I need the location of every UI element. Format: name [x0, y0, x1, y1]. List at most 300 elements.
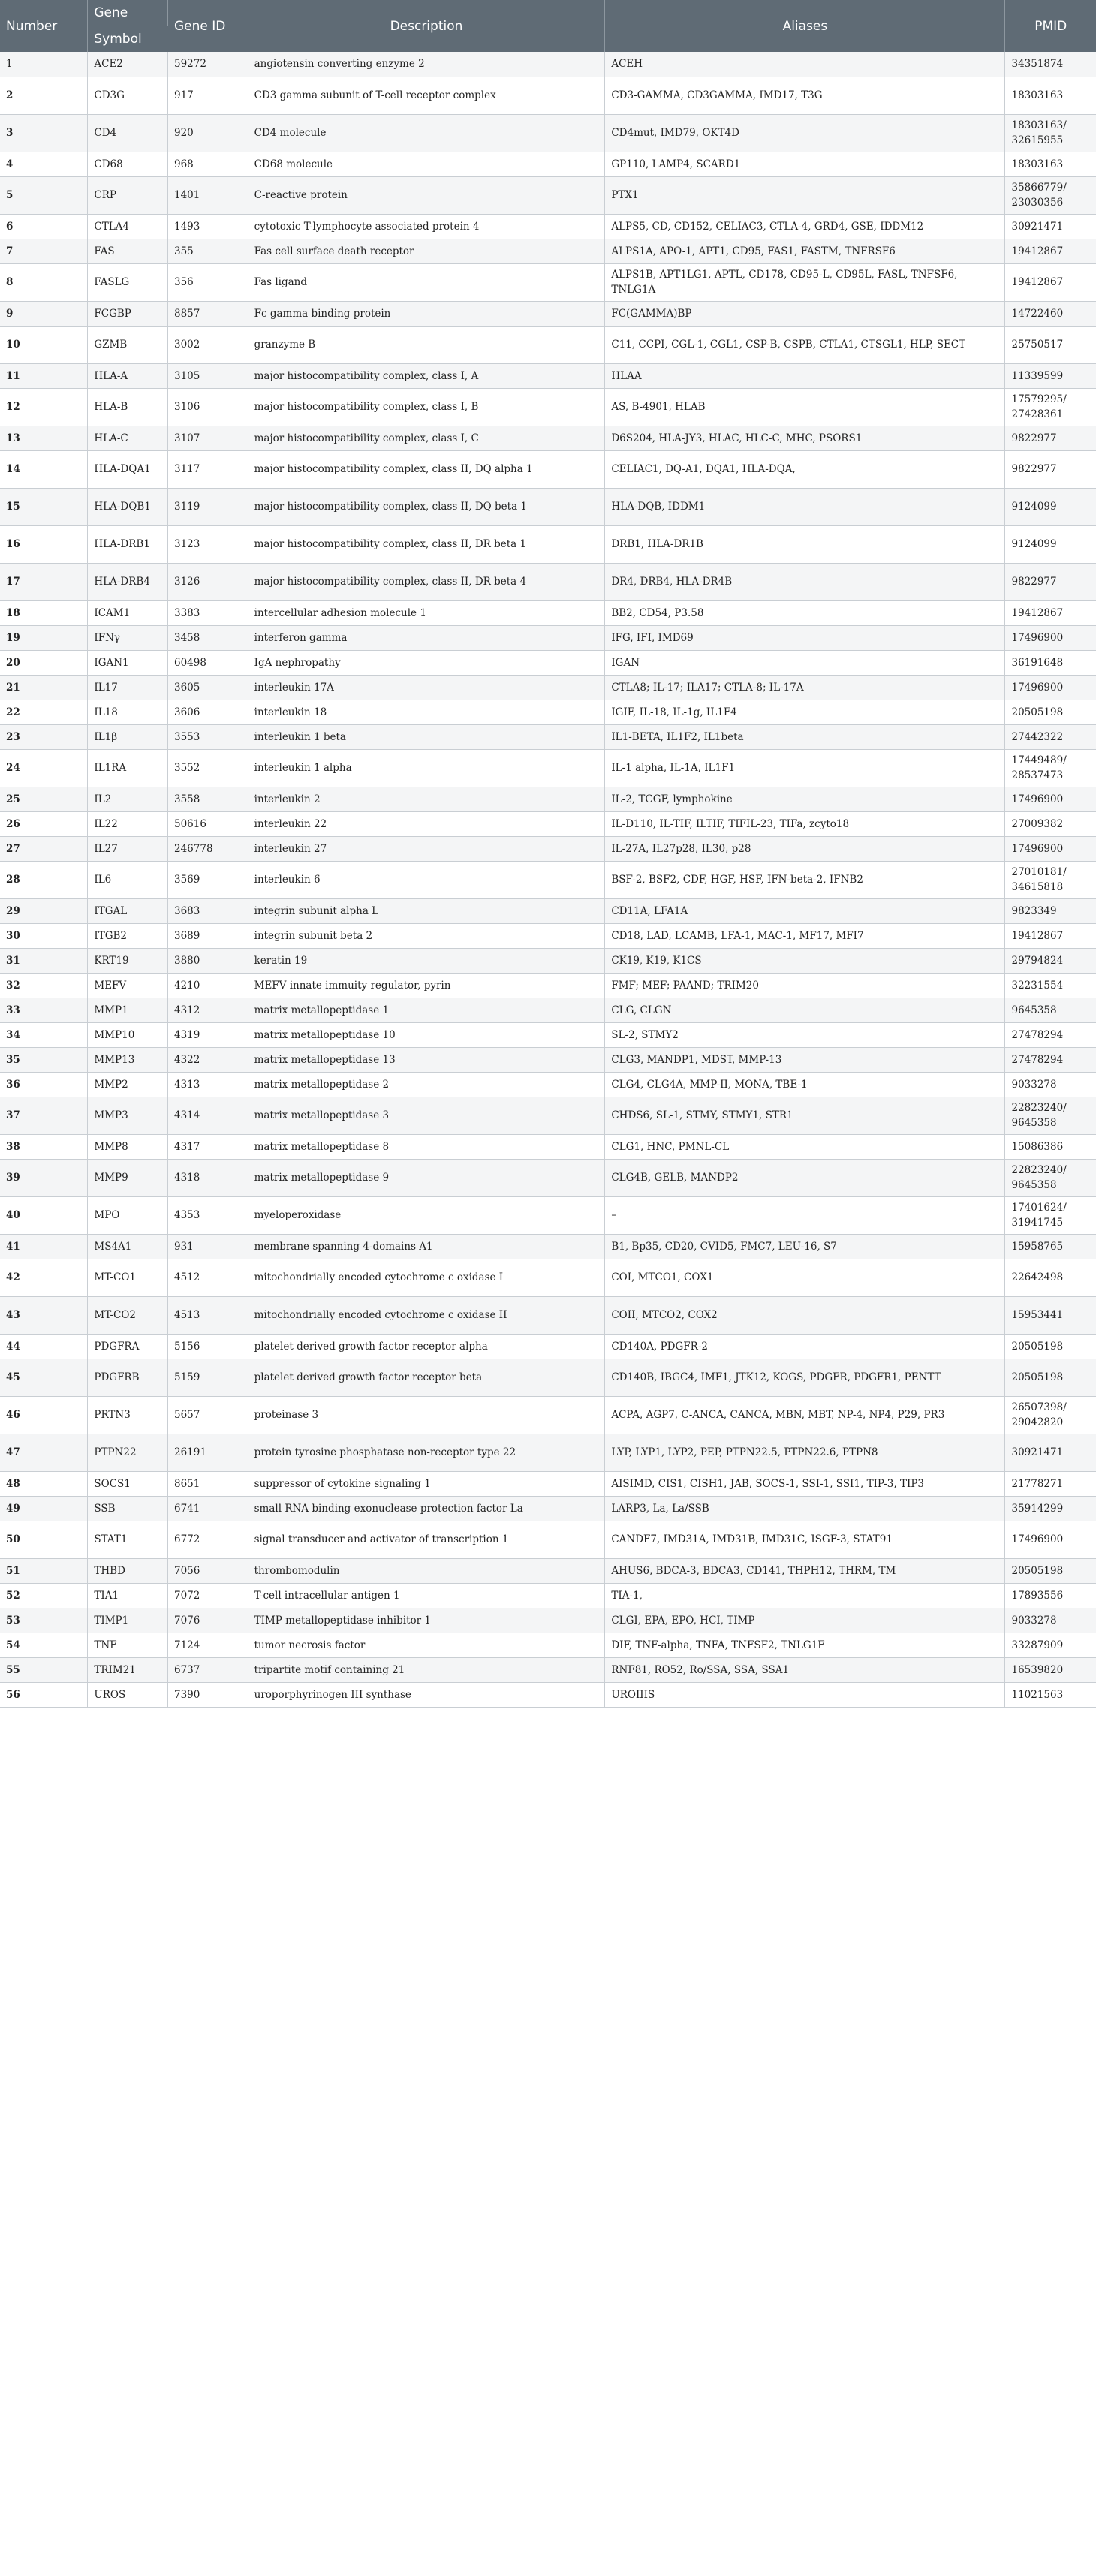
- cell-pmid: 16539820: [1005, 1657, 1096, 1682]
- cell-gene-id: 3119: [168, 488, 248, 525]
- cell-gene-id: 4210: [168, 973, 248, 998]
- cell-gene-id: 4312: [168, 998, 248, 1022]
- cell-pmid: 18303163: [1005, 77, 1096, 114]
- table-row: [0, 898, 1096, 923]
- cell-aliases: ALPS5, CD, CD152, CELIAC3, CTLA-4, GRD4, GSE, IDDM12: [605, 214, 1005, 239]
- cell-row-number: 32: [0, 973, 88, 998]
- cell-aliases: IL-1 alpha, IL-1A, IL1F1: [605, 749, 1005, 787]
- cell-gene-symbol: CD68: [88, 152, 168, 176]
- cell-gene-symbol: MMP1: [88, 998, 168, 1022]
- cell-gene-id: 3458: [168, 625, 248, 650]
- table-row: [0, 675, 1096, 700]
- table-row: [0, 1047, 1096, 1072]
- cell-pmid: 17579295/ 27428361: [1005, 388, 1096, 426]
- table-row: [0, 861, 1096, 898]
- cell-row-number: 13: [0, 426, 88, 450]
- cell-pmid: 26507398/ 29042820: [1005, 1396, 1096, 1434]
- cell-gene-id: 59272: [168, 52, 248, 77]
- cell-pmid: 15953441: [1005, 1296, 1096, 1334]
- cell-gene-id: 5657: [168, 1396, 248, 1434]
- cell-gene-symbol: MMP2: [88, 1072, 168, 1097]
- cell-gene-id: 3002: [168, 326, 248, 363]
- cell-aliases: RNF81, RO52, Ro/SSA, SSA, SSA1: [605, 1657, 1005, 1682]
- cell-aliases: FC(GAMMA)BP: [605, 301, 1005, 326]
- cell-gene-symbol: TRIM21: [88, 1657, 168, 1682]
- cell-description: platelet derived growth factor receptor beta: [248, 1359, 605, 1396]
- cell-row-number: 45: [0, 1359, 88, 1396]
- cell-pmid: 35866779/ 23030356: [1005, 176, 1096, 214]
- cell-pmid: 20505198: [1005, 1359, 1096, 1396]
- cell-aliases: CLG1, HNC, PMNL-CL: [605, 1134, 1005, 1159]
- cell-gene-symbol: IL6: [88, 861, 168, 898]
- cell-gene-symbol: IL2: [88, 787, 168, 811]
- cell-gene-symbol: TNF: [88, 1633, 168, 1657]
- cell-description: major histocompatibility complex, class II, DR beta 1: [248, 525, 605, 563]
- table-row: [0, 724, 1096, 749]
- cell-description: MEFV innate immuity regulator, pyrin: [248, 973, 605, 998]
- table-row: [0, 1633, 1096, 1657]
- cell-pmid: 27442322: [1005, 724, 1096, 749]
- cell-gene-symbol: MT-CO2: [88, 1296, 168, 1334]
- cell-aliases: FMF; MEF; PAAND; TRIM20: [605, 973, 1005, 998]
- table-row: [0, 948, 1096, 973]
- cell-gene-id: 356: [168, 263, 248, 301]
- cell-description: myeloperoxidase: [248, 1196, 605, 1234]
- cell-gene-symbol: SOCS1: [88, 1471, 168, 1496]
- cell-description: cytotoxic T-lymphocyte associated protein 4: [248, 214, 605, 239]
- cell-row-number: 52: [0, 1583, 88, 1608]
- cell-aliases: CLG4, CLG4A, MMP-II, MONA, TBE-1: [605, 1072, 1005, 1097]
- cell-description: interleukin 27: [248, 836, 605, 861]
- cell-gene-symbol: CTLA4: [88, 214, 168, 239]
- cell-gene-id: 4512: [168, 1259, 248, 1296]
- cell-gene-symbol: CD3G: [88, 77, 168, 114]
- cell-description: matrix metallopeptidase 10: [248, 1022, 605, 1047]
- table-row: [0, 114, 1096, 152]
- cell-row-number: 44: [0, 1334, 88, 1359]
- cell-pmid: 18303163/ 32615955: [1005, 114, 1096, 152]
- cell-description: major histocompatibility complex, class II, DR beta 4: [248, 563, 605, 600]
- table-row: [0, 1657, 1096, 1682]
- cell-aliases: IL-27A, IL27p28, IL30, p28: [605, 836, 1005, 861]
- cell-gene-symbol: IL22: [88, 811, 168, 836]
- cell-row-number: 10: [0, 326, 88, 363]
- cell-pmid: 20505198: [1005, 1558, 1096, 1583]
- table-header: [0, 0, 1096, 52]
- cell-aliases: GP110, LAMP4, SCARD1: [605, 152, 1005, 176]
- cell-aliases: CLGI, EPA, EPO, HCI, TIMP: [605, 1608, 1005, 1633]
- cell-gene-id: 5156: [168, 1334, 248, 1359]
- cell-gene-id: 7124: [168, 1633, 248, 1657]
- cell-description: intercellular adhesion molecule 1: [248, 600, 605, 625]
- cell-gene-id: 3123: [168, 525, 248, 563]
- cell-row-number: 48: [0, 1471, 88, 1496]
- table-row: [0, 1558, 1096, 1583]
- cell-row-number: 14: [0, 450, 88, 488]
- cell-pmid: 27010181/ 34615818: [1005, 861, 1096, 898]
- cell-gene-id: 3605: [168, 675, 248, 700]
- cell-row-number: 36: [0, 1072, 88, 1097]
- cell-pmid: 9823349: [1005, 898, 1096, 923]
- cell-gene-id: 4318: [168, 1159, 248, 1196]
- table-row: [0, 1196, 1096, 1234]
- cell-gene-id: 8857: [168, 301, 248, 326]
- cell-aliases: AHUS6, BDCA-3, BDCA3, CD141, THPH12, THRM, TM: [605, 1558, 1005, 1583]
- cell-aliases: HLA-DQB, IDDM1: [605, 488, 1005, 525]
- table-row: [0, 1434, 1096, 1471]
- cell-row-number: 51: [0, 1558, 88, 1583]
- cell-pmid: 14722460: [1005, 301, 1096, 326]
- cell-gene-symbol: HLA-A: [88, 363, 168, 388]
- cell-row-number: 47: [0, 1434, 88, 1471]
- cell-gene-id: 5159: [168, 1359, 248, 1396]
- cell-gene-symbol: FAS: [88, 239, 168, 263]
- cell-gene-symbol: MEFV: [88, 973, 168, 998]
- cell-description: matrix metallopeptidase 13: [248, 1047, 605, 1072]
- cell-gene-id: 4353: [168, 1196, 248, 1234]
- table-row: [0, 152, 1096, 176]
- cell-gene-symbol: GZMB: [88, 326, 168, 363]
- cell-row-number: 31: [0, 948, 88, 973]
- cell-pmid: 20505198: [1005, 700, 1096, 724]
- cell-gene-symbol: PRTN3: [88, 1396, 168, 1434]
- cell-row-number: 18: [0, 600, 88, 625]
- cell-aliases: CANDF7, IMD31A, IMD31B, IMD31C, ISGF-3, STAT91: [605, 1521, 1005, 1558]
- cell-pmid: 11021563: [1005, 1682, 1096, 1707]
- cell-row-number: 38: [0, 1134, 88, 1159]
- cell-description: Fas cell surface death receptor: [248, 239, 605, 263]
- cell-row-number: 23: [0, 724, 88, 749]
- cell-gene-symbol: PDGFRA: [88, 1334, 168, 1359]
- cell-pmid: 17496900: [1005, 675, 1096, 700]
- cell-gene-id: 7390: [168, 1682, 248, 1707]
- cell-description: matrix metallopeptidase 3: [248, 1097, 605, 1134]
- cell-pmid: 9822977: [1005, 426, 1096, 450]
- cell-aliases: LYP, LYP1, LYP2, PEP, PTPN22.5, PTPN22.6, PTPN8: [605, 1434, 1005, 1471]
- cell-gene-symbol: CRP: [88, 176, 168, 214]
- cell-aliases: CK19, K19, K1CS: [605, 948, 1005, 973]
- cell-aliases: HLAA: [605, 363, 1005, 388]
- cell-gene-id: 3552: [168, 749, 248, 787]
- cell-aliases: DIF, TNF-alpha, TNFA, TNFSF2, TNLG1F: [605, 1633, 1005, 1657]
- cell-gene-id: 3105: [168, 363, 248, 388]
- cell-description: interferon gamma: [248, 625, 605, 650]
- cell-gene-id: 4319: [168, 1022, 248, 1047]
- table-row: [0, 650, 1096, 675]
- cell-description: major histocompatibility complex, class II, DQ alpha 1: [248, 450, 605, 488]
- cell-gene-symbol: THBD: [88, 1558, 168, 1583]
- cell-gene-id: 60498: [168, 650, 248, 675]
- cell-row-number: 37: [0, 1097, 88, 1134]
- cell-aliases: ACEH: [605, 52, 1005, 77]
- table-row: [0, 811, 1096, 836]
- table-row: [0, 973, 1096, 998]
- cell-gene-symbol: ACE2: [88, 52, 168, 77]
- cell-pmid: 9124099: [1005, 525, 1096, 563]
- cell-aliases: IL-2, TCGF, lymphokine: [605, 787, 1005, 811]
- cell-gene-id: 246778: [168, 836, 248, 861]
- cell-aliases: ALPS1A, APO-1, APT1, CD95, FAS1, FASTM, TNFRSF6: [605, 239, 1005, 263]
- cell-description: suppressor of cytokine signaling 1: [248, 1471, 605, 1496]
- cell-pmid: 34351874: [1005, 52, 1096, 77]
- cell-gene-id: 931: [168, 1234, 248, 1259]
- cell-gene-symbol: IGAN1: [88, 650, 168, 675]
- cell-pmid: 11339599: [1005, 363, 1096, 388]
- cell-aliases: CD18, LAD, LCAMB, LFA-1, MAC-1, MF17, MFI7: [605, 923, 1005, 948]
- cell-aliases: C11, CCPI, CGL-1, CGL1, CSP-B, CSPB, CTLA1, CTSGL1, HLP, SECT: [605, 326, 1005, 363]
- cell-gene-id: 1493: [168, 214, 248, 239]
- cell-gene-symbol: STAT1: [88, 1521, 168, 1558]
- table-row: [0, 1097, 1096, 1134]
- table-row: [0, 1159, 1096, 1196]
- cell-row-number: 11: [0, 363, 88, 388]
- cell-aliases: D6S204, HLA-JY3, HLAC, HLC-C, MHC, PSORS1: [605, 426, 1005, 450]
- cell-gene-symbol: MMP13: [88, 1047, 168, 1072]
- cell-gene-id: 6737: [168, 1657, 248, 1682]
- cell-row-number: 42: [0, 1259, 88, 1296]
- cell-gene-symbol: HLA-DQA1: [88, 450, 168, 488]
- cell-aliases: UROIIIS: [605, 1682, 1005, 1707]
- cell-gene-id: 4313: [168, 1072, 248, 1097]
- table-row: [0, 836, 1096, 861]
- cell-row-number: 6: [0, 214, 88, 239]
- table-row: [0, 1072, 1096, 1097]
- cell-description: matrix metallopeptidase 8: [248, 1134, 605, 1159]
- cell-description: angiotensin converting enzyme 2: [248, 52, 605, 77]
- cell-gene-id: 968: [168, 152, 248, 176]
- cell-gene-id: 3107: [168, 426, 248, 450]
- cell-description: mitochondrially encoded cytochrome c oxidase I: [248, 1259, 605, 1296]
- cell-aliases: SL-2, STMY2: [605, 1022, 1005, 1047]
- cell-row-number: 15: [0, 488, 88, 525]
- cell-pmid: 35914299: [1005, 1496, 1096, 1521]
- cell-gene-id: 4314: [168, 1097, 248, 1134]
- cell-row-number: 20: [0, 650, 88, 675]
- table-row: [0, 1022, 1096, 1047]
- table-row: [0, 563, 1096, 600]
- cell-description: CD3 gamma subunit of T-cell receptor complex: [248, 77, 605, 114]
- cell-pmid: 19412867: [1005, 600, 1096, 625]
- cell-gene-id: 3383: [168, 600, 248, 625]
- cell-gene-id: 3558: [168, 787, 248, 811]
- cell-aliases: IFG, IFI, IMD69: [605, 625, 1005, 650]
- cell-row-number: 34: [0, 1022, 88, 1047]
- cell-description: tumor necrosis factor: [248, 1633, 605, 1657]
- header-pmid: PMID: [1005, 0, 1096, 52]
- table-row: [0, 1234, 1096, 1259]
- cell-description: interleukin 22: [248, 811, 605, 836]
- cell-aliases: IGIF, IL-18, IL-1g, IL1F4: [605, 700, 1005, 724]
- cell-gene-symbol: HLA-B: [88, 388, 168, 426]
- cell-gene-symbol: SSB: [88, 1496, 168, 1521]
- table-row: [0, 1134, 1096, 1159]
- table-row: [0, 326, 1096, 363]
- cell-gene-id: 3117: [168, 450, 248, 488]
- cell-gene-symbol: HLA-DRB1: [88, 525, 168, 563]
- cell-gene-symbol: HLA-C: [88, 426, 168, 450]
- cell-gene-id: 7056: [168, 1558, 248, 1583]
- table-row: [0, 525, 1096, 563]
- cell-row-number: 24: [0, 749, 88, 787]
- cell-description: membrane spanning 4-domains A1: [248, 1234, 605, 1259]
- cell-description: interleukin 6: [248, 861, 605, 898]
- cell-aliases: CHDS6, SL-1, STMY, STMY1, STR1: [605, 1097, 1005, 1134]
- cell-aliases: CLG4B, GELB, MANDP2: [605, 1159, 1005, 1196]
- cell-description: T-cell intracellular antigen 1: [248, 1583, 605, 1608]
- cell-row-number: 35: [0, 1047, 88, 1072]
- cell-row-number: 3: [0, 114, 88, 152]
- cell-gene-id: 3880: [168, 948, 248, 973]
- cell-row-number: 55: [0, 1657, 88, 1682]
- cell-gene-symbol: TIA1: [88, 1583, 168, 1608]
- cell-row-number: 54: [0, 1633, 88, 1657]
- table-row: [0, 176, 1096, 214]
- cell-gene-id: 6772: [168, 1521, 248, 1558]
- cell-gene-id: 4322: [168, 1047, 248, 1072]
- cell-description: small RNA binding exonuclease protection factor La: [248, 1496, 605, 1521]
- cell-gene-symbol: IL27: [88, 836, 168, 861]
- cell-aliases: COI, MTCO1, COX1: [605, 1259, 1005, 1296]
- header-number: Number: [0, 0, 88, 52]
- cell-row-number: 43: [0, 1296, 88, 1334]
- cell-aliases: ALPS1B, APT1LG1, APTL, CD178, CD95-L, CD95L, FASL, TNFSF6, TNLG1A: [605, 263, 1005, 301]
- table-row: [0, 1359, 1096, 1396]
- cell-gene-id: 3569: [168, 861, 248, 898]
- cell-pmid: 17496900: [1005, 836, 1096, 861]
- cell-gene-symbol: MMP3: [88, 1097, 168, 1134]
- table-row: [0, 1496, 1096, 1521]
- cell-gene-symbol: MMP9: [88, 1159, 168, 1196]
- cell-description: Fas ligand: [248, 263, 605, 301]
- table-row: [0, 1334, 1096, 1359]
- cell-row-number: 21: [0, 675, 88, 700]
- cell-gene-id: 355: [168, 239, 248, 263]
- cell-gene-symbol: MS4A1: [88, 1234, 168, 1259]
- cell-gene-id: 7076: [168, 1608, 248, 1633]
- table-row: [0, 488, 1096, 525]
- cell-pmid: 29794824: [1005, 948, 1096, 973]
- cell-aliases: B1, Bp35, CD20, CVID5, FMC7, LEU-16, S7: [605, 1234, 1005, 1259]
- cell-gene-id: 6741: [168, 1496, 248, 1521]
- cell-pmid: 9124099: [1005, 488, 1096, 525]
- cell-pmid: 17496900: [1005, 787, 1096, 811]
- cell-gene-id: 4513: [168, 1296, 248, 1334]
- cell-gene-symbol: MMP10: [88, 1022, 168, 1047]
- cell-aliases: BB2, CD54, P3.58: [605, 600, 1005, 625]
- cell-gene-symbol: CD4: [88, 114, 168, 152]
- cell-description: interleukin 1 beta: [248, 724, 605, 749]
- cell-aliases: IGAN: [605, 650, 1005, 675]
- table-row: [0, 787, 1096, 811]
- cell-gene-symbol: FCGBP: [88, 301, 168, 326]
- cell-row-number: 2: [0, 77, 88, 114]
- table-row: [0, 214, 1096, 239]
- header-gene-id: Gene ID: [168, 0, 248, 52]
- cell-gene-symbol: TIMP1: [88, 1608, 168, 1633]
- cell-description: major histocompatibility complex, class I, B: [248, 388, 605, 426]
- cell-row-number: 50: [0, 1521, 88, 1558]
- cell-pmid: 17893556: [1005, 1583, 1096, 1608]
- cell-aliases: BSF-2, BSF2, CDF, HGF, HSF, IFN-beta-2, IFNB2: [605, 861, 1005, 898]
- table-row: [0, 52, 1096, 77]
- header-symbol: Symbol: [88, 26, 168, 53]
- cell-pmid: 19412867: [1005, 923, 1096, 948]
- cell-pmid: 27478294: [1005, 1022, 1096, 1047]
- cell-gene-id: 3553: [168, 724, 248, 749]
- cell-description: keratin 19: [248, 948, 605, 973]
- cell-row-number: 29: [0, 898, 88, 923]
- cell-description: Fc gamma binding protein: [248, 301, 605, 326]
- cell-description: mitochondrially encoded cytochrome c oxidase II: [248, 1296, 605, 1334]
- table-row: [0, 301, 1096, 326]
- cell-gene-symbol: KRT19: [88, 948, 168, 973]
- table-row: [0, 388, 1096, 426]
- cell-row-number: 41: [0, 1234, 88, 1259]
- cell-gene-symbol: MT-CO1: [88, 1259, 168, 1296]
- cell-aliases: COII, MTCO2, COX2: [605, 1296, 1005, 1334]
- cell-row-number: 16: [0, 525, 88, 563]
- cell-gene-symbol: ICAM1: [88, 600, 168, 625]
- cell-pmid: 15086386: [1005, 1134, 1096, 1159]
- cell-description: C-reactive protein: [248, 176, 605, 214]
- cell-gene-symbol: IL17: [88, 675, 168, 700]
- cell-row-number: 4: [0, 152, 88, 176]
- cell-pmid: 33287909: [1005, 1633, 1096, 1657]
- cell-pmid: 9033278: [1005, 1608, 1096, 1633]
- cell-pmid: 30921471: [1005, 214, 1096, 239]
- cell-gene-id: 1401: [168, 176, 248, 214]
- cell-row-number: 17: [0, 563, 88, 600]
- cell-gene-id: 3106: [168, 388, 248, 426]
- cell-gene-symbol: HLA-DQB1: [88, 488, 168, 525]
- table-row: [0, 263, 1096, 301]
- cell-aliases: CD140A, PDGFR-2: [605, 1334, 1005, 1359]
- cell-pmid: 27009382: [1005, 811, 1096, 836]
- cell-pmid: 9645358: [1005, 998, 1096, 1022]
- cell-description: matrix metallopeptidase 1: [248, 998, 605, 1022]
- cell-aliases: CELIAC1, DQ-A1, DQA1, HLA-DQA,: [605, 450, 1005, 488]
- cell-gene-symbol: IL18: [88, 700, 168, 724]
- header-description: Description: [248, 0, 605, 52]
- table-row: [0, 239, 1096, 263]
- cell-row-number: 56: [0, 1682, 88, 1707]
- cell-description: interleukin 2: [248, 787, 605, 811]
- cell-gene-symbol: UROS: [88, 1682, 168, 1707]
- cell-description: integrin subunit alpha L: [248, 898, 605, 923]
- cell-row-number: 1: [0, 52, 88, 77]
- cell-row-number: 39: [0, 1159, 88, 1196]
- cell-aliases: –: [605, 1196, 1005, 1234]
- cell-row-number: 33: [0, 998, 88, 1022]
- cell-row-number: 19: [0, 625, 88, 650]
- cell-gene-id: 26191: [168, 1434, 248, 1471]
- cell-pmid: 9033278: [1005, 1072, 1096, 1097]
- cell-aliases: CD140B, IBGC4, IMF1, JTK12, KOGS, PDGFR, PDGFR1, PENTT: [605, 1359, 1005, 1396]
- cell-pmid: 30921471: [1005, 1434, 1096, 1471]
- cell-row-number: 27: [0, 836, 88, 861]
- cell-pmid: 27478294: [1005, 1047, 1096, 1072]
- cell-gene-symbol: ITGAL: [88, 898, 168, 923]
- cell-description: CD68 molecule: [248, 152, 605, 176]
- cell-gene-symbol: HLA-DRB4: [88, 563, 168, 600]
- cell-row-number: 7: [0, 239, 88, 263]
- cell-gene-id: 917: [168, 77, 248, 114]
- cell-pmid: 18303163: [1005, 152, 1096, 176]
- table-row: [0, 77, 1096, 114]
- cell-row-number: 25: [0, 787, 88, 811]
- cell-description: platelet derived growth factor receptor alpha: [248, 1334, 605, 1359]
- table-row: [0, 1471, 1096, 1496]
